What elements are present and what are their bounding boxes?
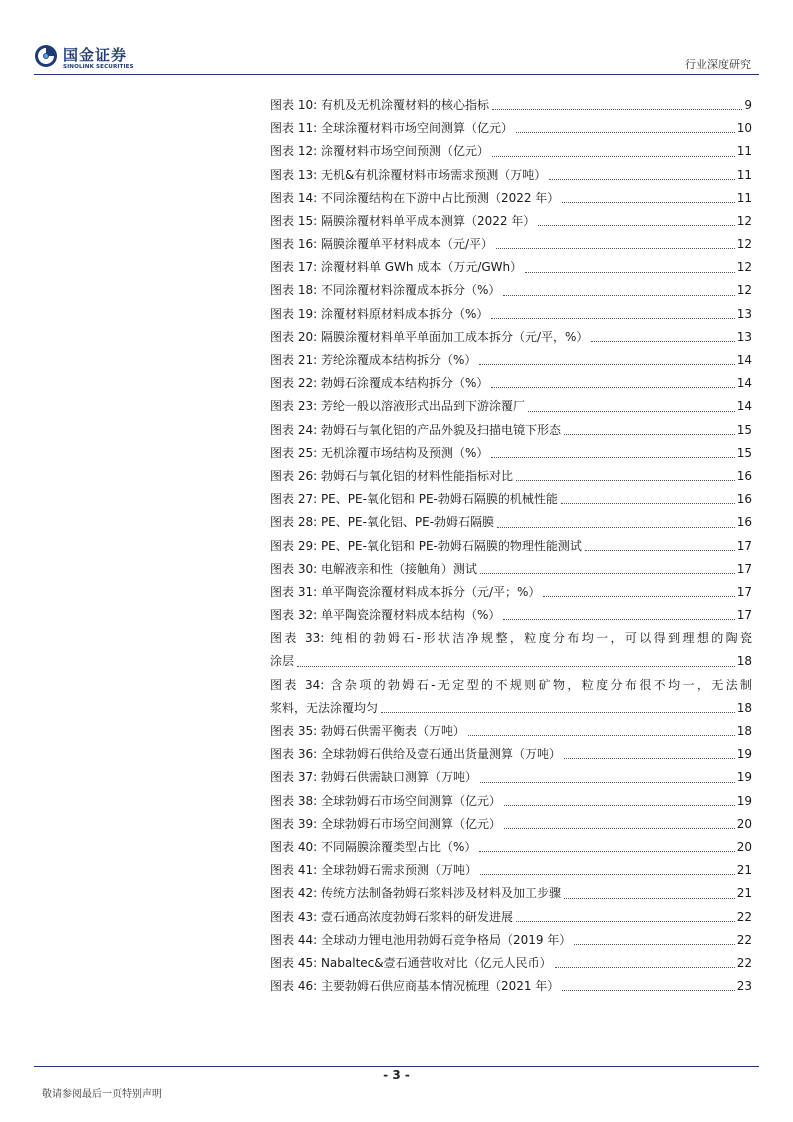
toc-dot-leader bbox=[503, 295, 734, 296]
toc-entry-label: 图表 26: 勃姆石与氧化铝的材料性能指标对比 bbox=[270, 468, 513, 483]
toc-entry[interactable] bbox=[270, 743, 752, 766]
toc-entry-label: 图表 11: 全球涂覆材料市场空间测算（亿元） bbox=[270, 121, 513, 136]
toc-dot-leader bbox=[591, 341, 734, 342]
toc-dot-leader bbox=[538, 225, 734, 226]
toc-entry[interactable] bbox=[270, 395, 752, 418]
figure-index-list bbox=[270, 94, 752, 998]
toc-entry[interactable] bbox=[270, 419, 752, 442]
toc-dot-leader bbox=[516, 132, 735, 133]
toc-entry[interactable] bbox=[270, 766, 752, 789]
toc-entry-page: 12 bbox=[736, 283, 752, 298]
toc-entry-label-line1: 图表 34: 含杂项的勃姆石-无定型的不规则矿物，粒度分布很不均一，无法制 bbox=[270, 677, 752, 692]
toc-dot-leader bbox=[561, 503, 735, 504]
toc-dot-leader bbox=[516, 480, 735, 481]
toc-entry-label: 图表 24: 勃姆石与氧化铝的产品外貌及扫描电镜下形态 bbox=[270, 422, 561, 437]
page-number: - 3 - bbox=[383, 1068, 410, 1082]
toc-entry-page: 22 bbox=[736, 932, 752, 947]
toc-dot-leader bbox=[492, 109, 742, 110]
toc-entry[interactable] bbox=[270, 836, 752, 859]
toc-entry-label: 图表 35: 勃姆石供需平衡表（万吨） bbox=[270, 724, 465, 739]
toc-dot-leader bbox=[574, 944, 734, 945]
toc-entry[interactable] bbox=[270, 372, 752, 395]
toc-entry-page: 13 bbox=[736, 306, 752, 321]
report-type-label: 行业深度研究 bbox=[685, 58, 751, 71]
toc-dot-leader bbox=[555, 967, 735, 968]
toc-row bbox=[270, 906, 752, 929]
toc-row bbox=[270, 372, 752, 395]
toc-dot-leader bbox=[480, 782, 735, 783]
sinolink-logo-icon bbox=[34, 44, 58, 68]
toc-row bbox=[270, 94, 752, 117]
toc-entry[interactable] bbox=[270, 882, 752, 905]
toc-entry-page: 9 bbox=[744, 97, 752, 112]
toc-entry-label: 图表 37: 勃姆石供需缺口测算（万吨） bbox=[270, 770, 477, 785]
toc-entry[interactable] bbox=[270, 604, 752, 627]
toc-entry[interactable] bbox=[270, 952, 752, 975]
page-header bbox=[0, 0, 793, 80]
toc-entry-page: 15 bbox=[736, 422, 752, 437]
toc-entry-label: 图表 28: PE、PE-氧化铝、PE-勃姆石隔膜 bbox=[270, 515, 495, 530]
toc-entry-label: 浆料，无法涂覆均匀 bbox=[270, 700, 379, 715]
toc-entry-label: 图表 32: 单平陶瓷涂覆材料成本结构（%） bbox=[270, 608, 501, 623]
toc-entry-label: 图表 29: PE、PE-氧化铝和 PE-勃姆石隔膜的物理性能测试 bbox=[270, 538, 582, 553]
toc-row bbox=[270, 187, 752, 210]
toc-row bbox=[270, 535, 752, 558]
toc-dot-leader bbox=[491, 318, 734, 319]
toc-dot-leader bbox=[516, 921, 735, 922]
toc-entry-label: 图表 10: 有机及无机涂覆材料的核心指标 bbox=[270, 97, 489, 112]
toc-row bbox=[270, 882, 752, 905]
toc-dot-leader bbox=[549, 179, 734, 180]
toc-entry-label-line1: 图表 33: 纯相的勃姆石-形状洁净规整，粒度分布均一，可以得到理想的陶瓷 bbox=[270, 631, 752, 646]
toc-entry[interactable] bbox=[270, 94, 752, 117]
toc-dot-leader bbox=[543, 596, 734, 597]
toc-entry-label: 图表 40: 不同隔膜涂覆类型占比（%） bbox=[270, 839, 477, 854]
toc-entry-page: 10 bbox=[736, 121, 752, 136]
toc-dot-leader bbox=[491, 387, 734, 388]
toc-entry-page: 11 bbox=[736, 167, 752, 182]
toc-entry[interactable] bbox=[270, 674, 752, 720]
toc-row bbox=[270, 929, 752, 952]
toc-entry-page: 12 bbox=[736, 260, 752, 275]
toc-entry[interactable] bbox=[270, 813, 752, 836]
toc-entry-page: 18 bbox=[736, 654, 752, 669]
toc-entry-page: 17 bbox=[736, 608, 752, 623]
toc-entry-page: 16 bbox=[736, 492, 752, 507]
toc-entry-label: 图表 39: 全球勃姆石市场空间测算（亿元） bbox=[270, 816, 501, 831]
toc-entry-page: 14 bbox=[736, 399, 752, 414]
toc-entry-label: 图表 36: 全球勃姆石供给及壹石通出货量测算（万吨） bbox=[270, 747, 561, 762]
toc-dot-leader bbox=[381, 712, 735, 713]
toc-row bbox=[270, 303, 752, 326]
toc-row bbox=[270, 140, 752, 163]
toc-entry-page: 15 bbox=[736, 445, 752, 460]
toc-row bbox=[270, 233, 752, 256]
toc-entry-page: 21 bbox=[736, 863, 752, 878]
toc-entry-label: 图表 14: 不同涂覆结构在下游中占比预测（2022 年） bbox=[270, 190, 560, 205]
toc-entry-label: 图表 12: 涂覆材料市场空间预测（亿元） bbox=[270, 144, 489, 159]
toc-entry-label: 图表 17: 涂覆材料单 GWh 成本（万元/GWh） bbox=[270, 260, 523, 275]
toc-row bbox=[270, 488, 752, 511]
toc-entry-page: 19 bbox=[736, 770, 752, 785]
toc-entry[interactable] bbox=[270, 859, 752, 882]
header-divider bbox=[34, 74, 759, 75]
toc-entry-label: 图表 23: 芳纶一般以溶液形式出品到下游涂覆厂 bbox=[270, 399, 525, 414]
toc-entry[interactable] bbox=[270, 975, 752, 998]
toc-entry[interactable] bbox=[270, 442, 752, 465]
toc-row bbox=[270, 766, 752, 789]
toc-dot-leader bbox=[504, 828, 735, 829]
toc-entry-page: 16 bbox=[736, 515, 752, 530]
toc-entry-page: 20 bbox=[736, 839, 752, 854]
toc-entry-label: 图表 27: PE、PE-氧化铝和 PE-勃姆石隔膜的机械性能 bbox=[270, 492, 558, 507]
toc-row bbox=[270, 442, 752, 465]
toc-row bbox=[270, 743, 752, 766]
toc-entry-label: 图表 46: 主要勃姆石供应商基本情况梳理（2021 年） bbox=[270, 979, 560, 994]
toc-entry-page: 23 bbox=[736, 979, 752, 994]
toc-entry[interactable] bbox=[270, 164, 752, 187]
toc-entry-label: 图表 44: 全球动力锂电池用勃姆石竞争格局（2019 年） bbox=[270, 932, 572, 947]
toc-row bbox=[270, 210, 752, 233]
logo-chinese-name: 国金证券 bbox=[63, 46, 128, 64]
toc-dot-leader bbox=[492, 156, 735, 157]
toc-entry-page: 22 bbox=[736, 909, 752, 924]
toc-row bbox=[270, 256, 752, 279]
toc-dot-leader bbox=[468, 735, 735, 736]
toc-entry[interactable] bbox=[270, 790, 752, 813]
toc-entry-label: 图表 43: 壹石通高浓度勃姆石浆料的研发进展 bbox=[270, 909, 513, 924]
toc-row bbox=[270, 326, 752, 349]
toc-entry-label: 图表 25: 无机涂覆市场结构及预测（%） bbox=[270, 445, 489, 460]
toc-entry-page: 17 bbox=[736, 561, 752, 576]
toc-entry-label: 图表 13: 无机&有机涂覆材料市场需求预测（万吨） bbox=[270, 167, 547, 182]
toc-row bbox=[270, 419, 752, 442]
toc-entry[interactable] bbox=[270, 581, 752, 604]
toc-entry-page: 11 bbox=[736, 144, 752, 159]
toc-entry-label: 图表 15: 隔膜涂覆材料单平成本测算（2022 年） bbox=[270, 213, 536, 228]
toc-entry[interactable] bbox=[270, 187, 752, 210]
toc-entry[interactable] bbox=[270, 627, 752, 673]
toc-dot-leader bbox=[562, 990, 734, 991]
toc-entry-label: 图表 21: 芳纶涂覆成本结构拆分（%） bbox=[270, 353, 477, 368]
toc-dot-leader bbox=[528, 411, 735, 412]
toc-row bbox=[270, 558, 752, 581]
toc-entry[interactable] bbox=[270, 256, 752, 279]
toc-dot-leader bbox=[564, 758, 735, 759]
toc-entry-label: 图表 16: 隔膜涂覆单平材料成本（元/平） bbox=[270, 237, 493, 252]
toc-entry-label: 涂层 bbox=[270, 654, 295, 669]
toc-entry[interactable] bbox=[270, 906, 752, 929]
toc-entry-page: 16 bbox=[736, 468, 752, 483]
toc-entry-label: 图表 31: 单平陶瓷涂覆材料成本拆分（元/平；%） bbox=[270, 584, 541, 599]
toc-row bbox=[270, 604, 752, 627]
toc-dot-leader bbox=[564, 434, 735, 435]
footer-divider bbox=[34, 1066, 759, 1067]
toc-dot-leader bbox=[480, 573, 735, 574]
toc-entry[interactable] bbox=[270, 210, 752, 233]
toc-entry[interactable] bbox=[270, 535, 752, 558]
toc-row bbox=[270, 975, 752, 998]
toc-entry-page: 20 bbox=[736, 816, 752, 831]
logo-english-name: SINOLINK SECURITIES bbox=[63, 64, 134, 70]
toc-entry[interactable] bbox=[270, 720, 752, 743]
toc-entry-label: 图表 18: 不同涂覆材料涂覆成本拆分（%） bbox=[270, 283, 501, 298]
toc-row bbox=[270, 720, 752, 743]
toc-entry-page: 18 bbox=[736, 724, 752, 739]
toc-row bbox=[270, 349, 752, 372]
toc-row bbox=[270, 859, 752, 882]
toc-row bbox=[270, 395, 752, 418]
toc-entry-page: 14 bbox=[736, 353, 752, 368]
toc-entry-page: 17 bbox=[736, 584, 752, 599]
toc-entry-page: 17 bbox=[736, 538, 752, 553]
toc-dot-leader bbox=[564, 898, 735, 899]
toc-dot-leader bbox=[491, 457, 734, 458]
toc-entry[interactable] bbox=[270, 465, 752, 488]
toc-entry[interactable] bbox=[270, 349, 752, 372]
toc-entry[interactable] bbox=[270, 280, 752, 303]
toc-entry[interactable] bbox=[270, 929, 752, 952]
toc-dot-leader bbox=[497, 527, 735, 528]
toc-entry-page: 18 bbox=[736, 700, 752, 715]
toc-entry-label: 图表 42: 传统方法制备勃姆石浆料涉及材料及加工步骤 bbox=[270, 886, 561, 901]
toc-row bbox=[270, 280, 752, 303]
toc-dot-leader bbox=[504, 805, 735, 806]
toc-entry-label: 图表 30: 电解液亲和性（接触角）测试 bbox=[270, 561, 477, 576]
toc-entry[interactable] bbox=[270, 233, 752, 256]
toc-entry-label: 图表 38: 全球勃姆石市场空间测算（亿元） bbox=[270, 793, 501, 808]
toc-dot-leader bbox=[525, 272, 735, 273]
toc-row bbox=[270, 790, 752, 813]
toc-entry[interactable] bbox=[270, 303, 752, 326]
toc-entry-page: 12 bbox=[736, 213, 752, 228]
toc-entry-page: 11 bbox=[736, 190, 752, 205]
toc-dot-leader bbox=[480, 874, 735, 875]
toc-entry[interactable] bbox=[270, 511, 752, 534]
toc-entry-page: 12 bbox=[736, 237, 752, 252]
toc-row bbox=[270, 465, 752, 488]
toc-entry-page: 19 bbox=[736, 793, 752, 808]
toc-entry-label: 图表 45: Nabaltec&壹石通营收对比（亿元人民币） bbox=[270, 955, 552, 970]
toc-dot-leader bbox=[496, 248, 735, 249]
sinolink-logo bbox=[34, 44, 154, 74]
toc-dot-leader bbox=[297, 666, 735, 667]
toc-entry-label: 图表 41: 全球勃姆石需求预测（万吨） bbox=[270, 863, 477, 878]
toc-entry[interactable] bbox=[270, 140, 752, 163]
toc-dot-leader bbox=[562, 202, 734, 203]
toc-dot-leader bbox=[479, 364, 734, 365]
toc-entry-page: 14 bbox=[736, 376, 752, 391]
toc-row bbox=[270, 651, 752, 674]
toc-entry[interactable] bbox=[270, 117, 752, 140]
toc-row bbox=[270, 813, 752, 836]
toc-dot-leader bbox=[585, 550, 735, 551]
toc-row bbox=[270, 164, 752, 187]
toc-entry[interactable] bbox=[270, 326, 752, 349]
toc-entry[interactable] bbox=[270, 488, 752, 511]
toc-entry-label: 图表 19: 涂覆材料原材料成本拆分（%） bbox=[270, 306, 489, 321]
toc-entry-page: 19 bbox=[736, 747, 752, 762]
toc-entry-page: 13 bbox=[736, 329, 752, 344]
toc-entry[interactable] bbox=[270, 558, 752, 581]
toc-row bbox=[270, 581, 752, 604]
toc-entry-label: 图表 22: 勃姆石涂覆成本结构拆分（%） bbox=[270, 376, 489, 391]
toc-row bbox=[270, 117, 752, 140]
toc-entry-label: 图表 20: 隔膜涂覆材料单平单面加工成本拆分（元/平，%） bbox=[270, 329, 589, 344]
toc-row bbox=[270, 952, 752, 975]
toc-dot-leader bbox=[479, 851, 734, 852]
toc-entry-page: 22 bbox=[736, 955, 752, 970]
toc-entry-page: 21 bbox=[736, 886, 752, 901]
toc-row bbox=[270, 511, 752, 534]
toc-row bbox=[270, 697, 752, 720]
toc-row bbox=[270, 836, 752, 859]
disclaimer-text: 敬请参阅最后一页特别声明 bbox=[42, 1089, 162, 1100]
toc-dot-leader bbox=[503, 619, 734, 620]
